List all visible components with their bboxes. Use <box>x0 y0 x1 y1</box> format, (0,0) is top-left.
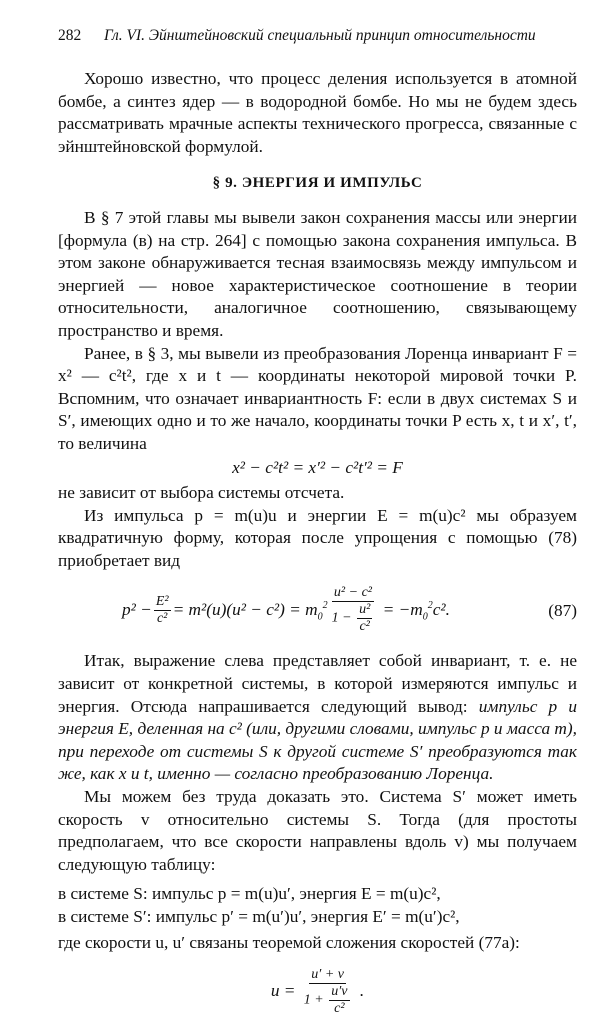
paragraph-conservation: В § 7 этой главы мы вывели закон сохранения массы или энергии [формула (в) на стр. 264] с помощью закона сохранения импульса. В этом законе обнаруживается тесная взаимосвязь между импульсом и энергией — новое характеристическое соотношение в теории относительности, аналогичное соотношению, связывающему пространство и время. <box>58 207 577 340</box>
eq87-frac-num: E² <box>155 593 169 609</box>
vel-den-one: 1 + <box>303 992 324 1008</box>
paragraph-velocity: где скорости u, u′ связаны теоремой сложения скоростей (77а): <box>58 933 520 953</box>
equation-87 <box>58 578 577 644</box>
eq87-inner-den: c² <box>359 619 370 635</box>
table-row: в системе S: импульс p = m(u)u′, энергия E = m(u)c², <box>58 884 441 904</box>
running-header <box>58 26 577 46</box>
eq87-mid-sup: 2 <box>322 600 328 612</box>
equation-87-body <box>122 585 450 635</box>
eq87-inner-one: 1 − <box>331 611 352 627</box>
vel-inner-den: c² <box>334 1001 345 1016</box>
paragraph-quadratic-form: Из импульса p = m(u)u и энергии E = m(u)c² мы образуем квадратичную форму, которая после упрощения с помощью (78) приобретает вид <box>58 505 577 570</box>
eq87-rhs-sup: 2 <box>427 600 433 612</box>
eq87-middle <box>173 599 328 622</box>
section-title: § 9. ЭНЕРГИЯ И ИМПУЛЬС <box>212 175 423 192</box>
running-title: Гл. VI. Эйнштейновский специальный принцип относительности <box>104 27 536 44</box>
eq87-big-den <box>330 602 377 635</box>
vel-inner-fraction <box>329 984 349 1017</box>
paragraph-independence: не зависит от выбора системы отсчета. <box>58 483 345 503</box>
formula-velocity-addition <box>58 967 577 1017</box>
paragraph-invariant: Ранее, в § 3, мы вывели из преобразования Лоренца инвариант F = x² — c²t², где x и t — координаты некоторой мировой точки P. Вспомним, что означает инвариантность F: если в двух системах S и S′, имеющих одно и то же начало, координаты точки P есть x, t и x′, t′, то величина <box>58 343 577 453</box>
eq87-inner-num: u² <box>359 602 371 618</box>
vel-tail: . <box>359 980 365 1000</box>
eq87-rhs <box>378 599 450 622</box>
equation-number-87: (87) <box>548 601 577 621</box>
vel-fraction <box>302 967 354 1017</box>
eq87-mid-text: = m²(u)(u² − c²) = m <box>172 600 318 620</box>
vel-lhs: u = <box>270 980 296 1000</box>
formula-invariant: x² − c²t² = x′² − c²t′² = F <box>232 457 403 477</box>
vel-inner-num: u′v <box>331 984 348 999</box>
eq87-rhs-text: = −m <box>382 600 423 620</box>
eq87-rhs-sub: 0 <box>422 611 428 623</box>
eq87-lhs: p² − <box>122 600 152 620</box>
eq87-big-num: u² − c² <box>333 585 372 601</box>
vel-den <box>302 984 354 1017</box>
eq87-inner-fraction <box>357 602 372 635</box>
paragraph-intro: Хорошо известно, что процесс деления используется в атомной бомбе, а синтез ядер — в водородной бомбе. Но мы не будем здесь рассматривать мрачные аспекты технического прогресса, связанные с эйнштейновской формулой. <box>58 69 577 156</box>
paragraph-conclusion-plain: Итак, выражение слева представляет собой инвариант, т. е. не зависит от конкретной системы, в которой измеряются импульс и энергия. Отсюда напрашивается следующий вывод: <box>58 651 577 716</box>
vel-num: u′ + v <box>311 967 345 982</box>
paragraph-proof: Мы можем без труда доказать это. Система S′ может иметь скорость v относительно системы S. Тогда (для простоты предполагаем, что все скорости направлены вдоль v) мы получаем следующую таблицу: <box>58 787 577 874</box>
eq87-frac-den: c² <box>156 610 168 626</box>
eq87-big-fraction <box>330 585 377 635</box>
eq87-mid-sub: 0 <box>317 611 323 623</box>
eq87-energy-fraction <box>154 594 171 627</box>
page-number: 282 <box>58 27 82 44</box>
transformation-table <box>58 882 577 928</box>
paragraph-conclusion-italic: импульс p и энергия E, деленная на c² (или, другими словами, импульс p и масса m), при переходе от системы S к другой системе S′ преобразуются так же, как x и t, именно — согласно преобразованию Лоренца. <box>58 696 578 784</box>
eq87-rhs-end: c². <box>432 600 450 620</box>
table-row: в системе S′: импульс p′ = m(u′)u′, энергия E′ = m(u′)c², <box>58 907 460 927</box>
paragraph-conclusion <box>58 650 577 786</box>
